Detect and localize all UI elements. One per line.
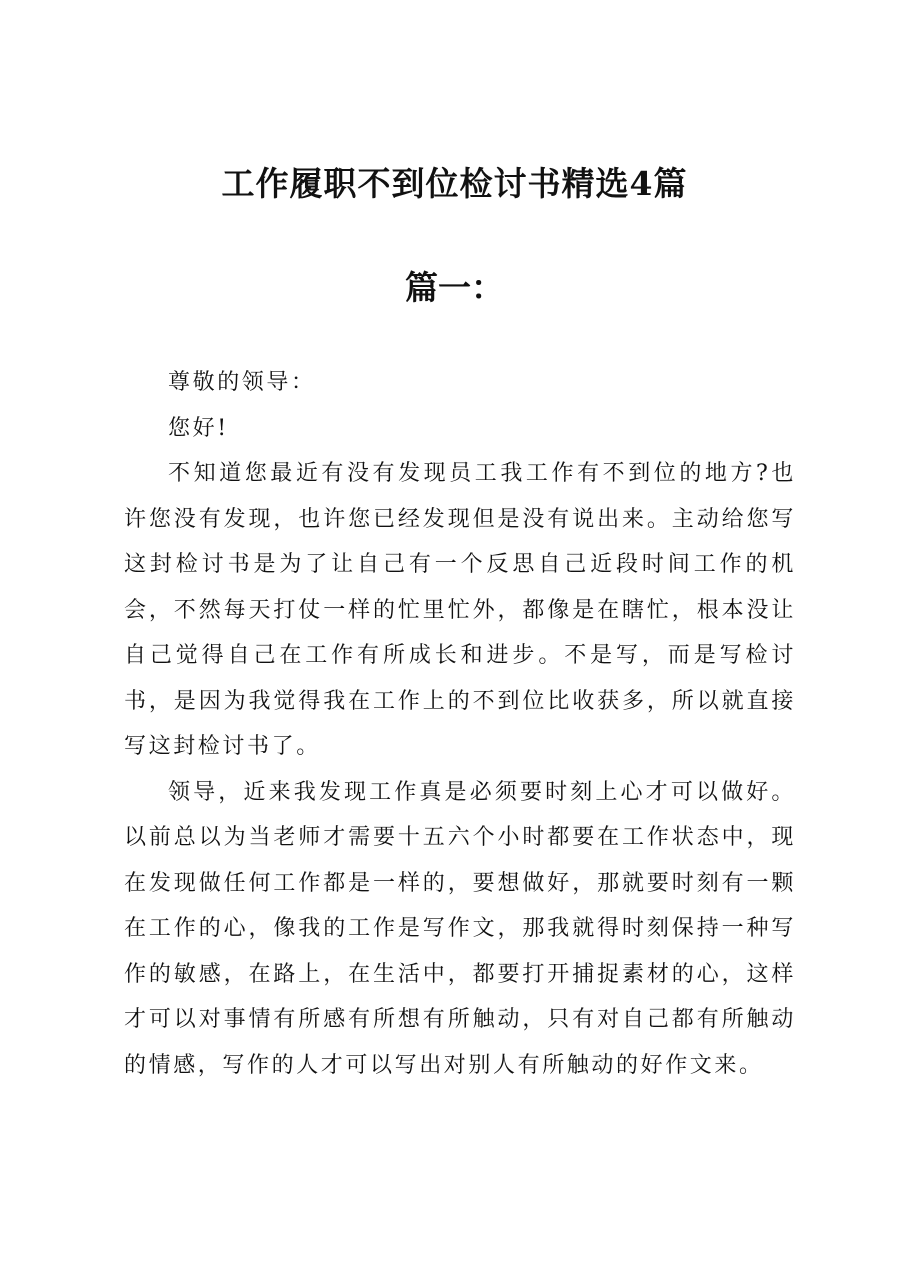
salutation: 尊敬的领导： bbox=[168, 370, 316, 395]
greeting: 您好! bbox=[168, 415, 229, 441]
body-paragraph-2: 领导，近来我发现工作真是必须要时刻上心才可以做好。以前总以为当老师才需要十五六个小时都要在工作状态中，现在发现做任何工作都是一样的，要想做好，那就要时刻有一颗在工作的心，像我的工作是写作文，那我就得时刻保持一种写作的敏感，在路上，在生活中，都要打开捕捉素材的心，这样才可以对事情有所感有所想有所触动，只有对自己都有所触动的情感，写作的人才可以写出对别人有所触动的好作文来。 bbox=[124, 779, 796, 1078]
document-body bbox=[124, 360, 796, 1088]
section-title: 篇一： bbox=[405, 268, 504, 307]
body-paragraph-1: 不知道您最近有没有发现员工我工作有不到位的地方?也许您没有发现，也许您已经发现但是没有说出来。主动给您写这封检讨书是为了让自己有一个反思自己近段时间工作的机会，不然每天打仗一样的忙里忙外，都像是在瞎忙，根本没让自己觉得自己在工作有所成长和进步。不是写，而是写检讨书，是因为我觉得我在工作上的不到位比收获多，所以就直接写这封检讨书了。 bbox=[124, 461, 796, 759]
document-title: 工作履职不到位检讨书精选4篇 bbox=[221, 164, 688, 203]
